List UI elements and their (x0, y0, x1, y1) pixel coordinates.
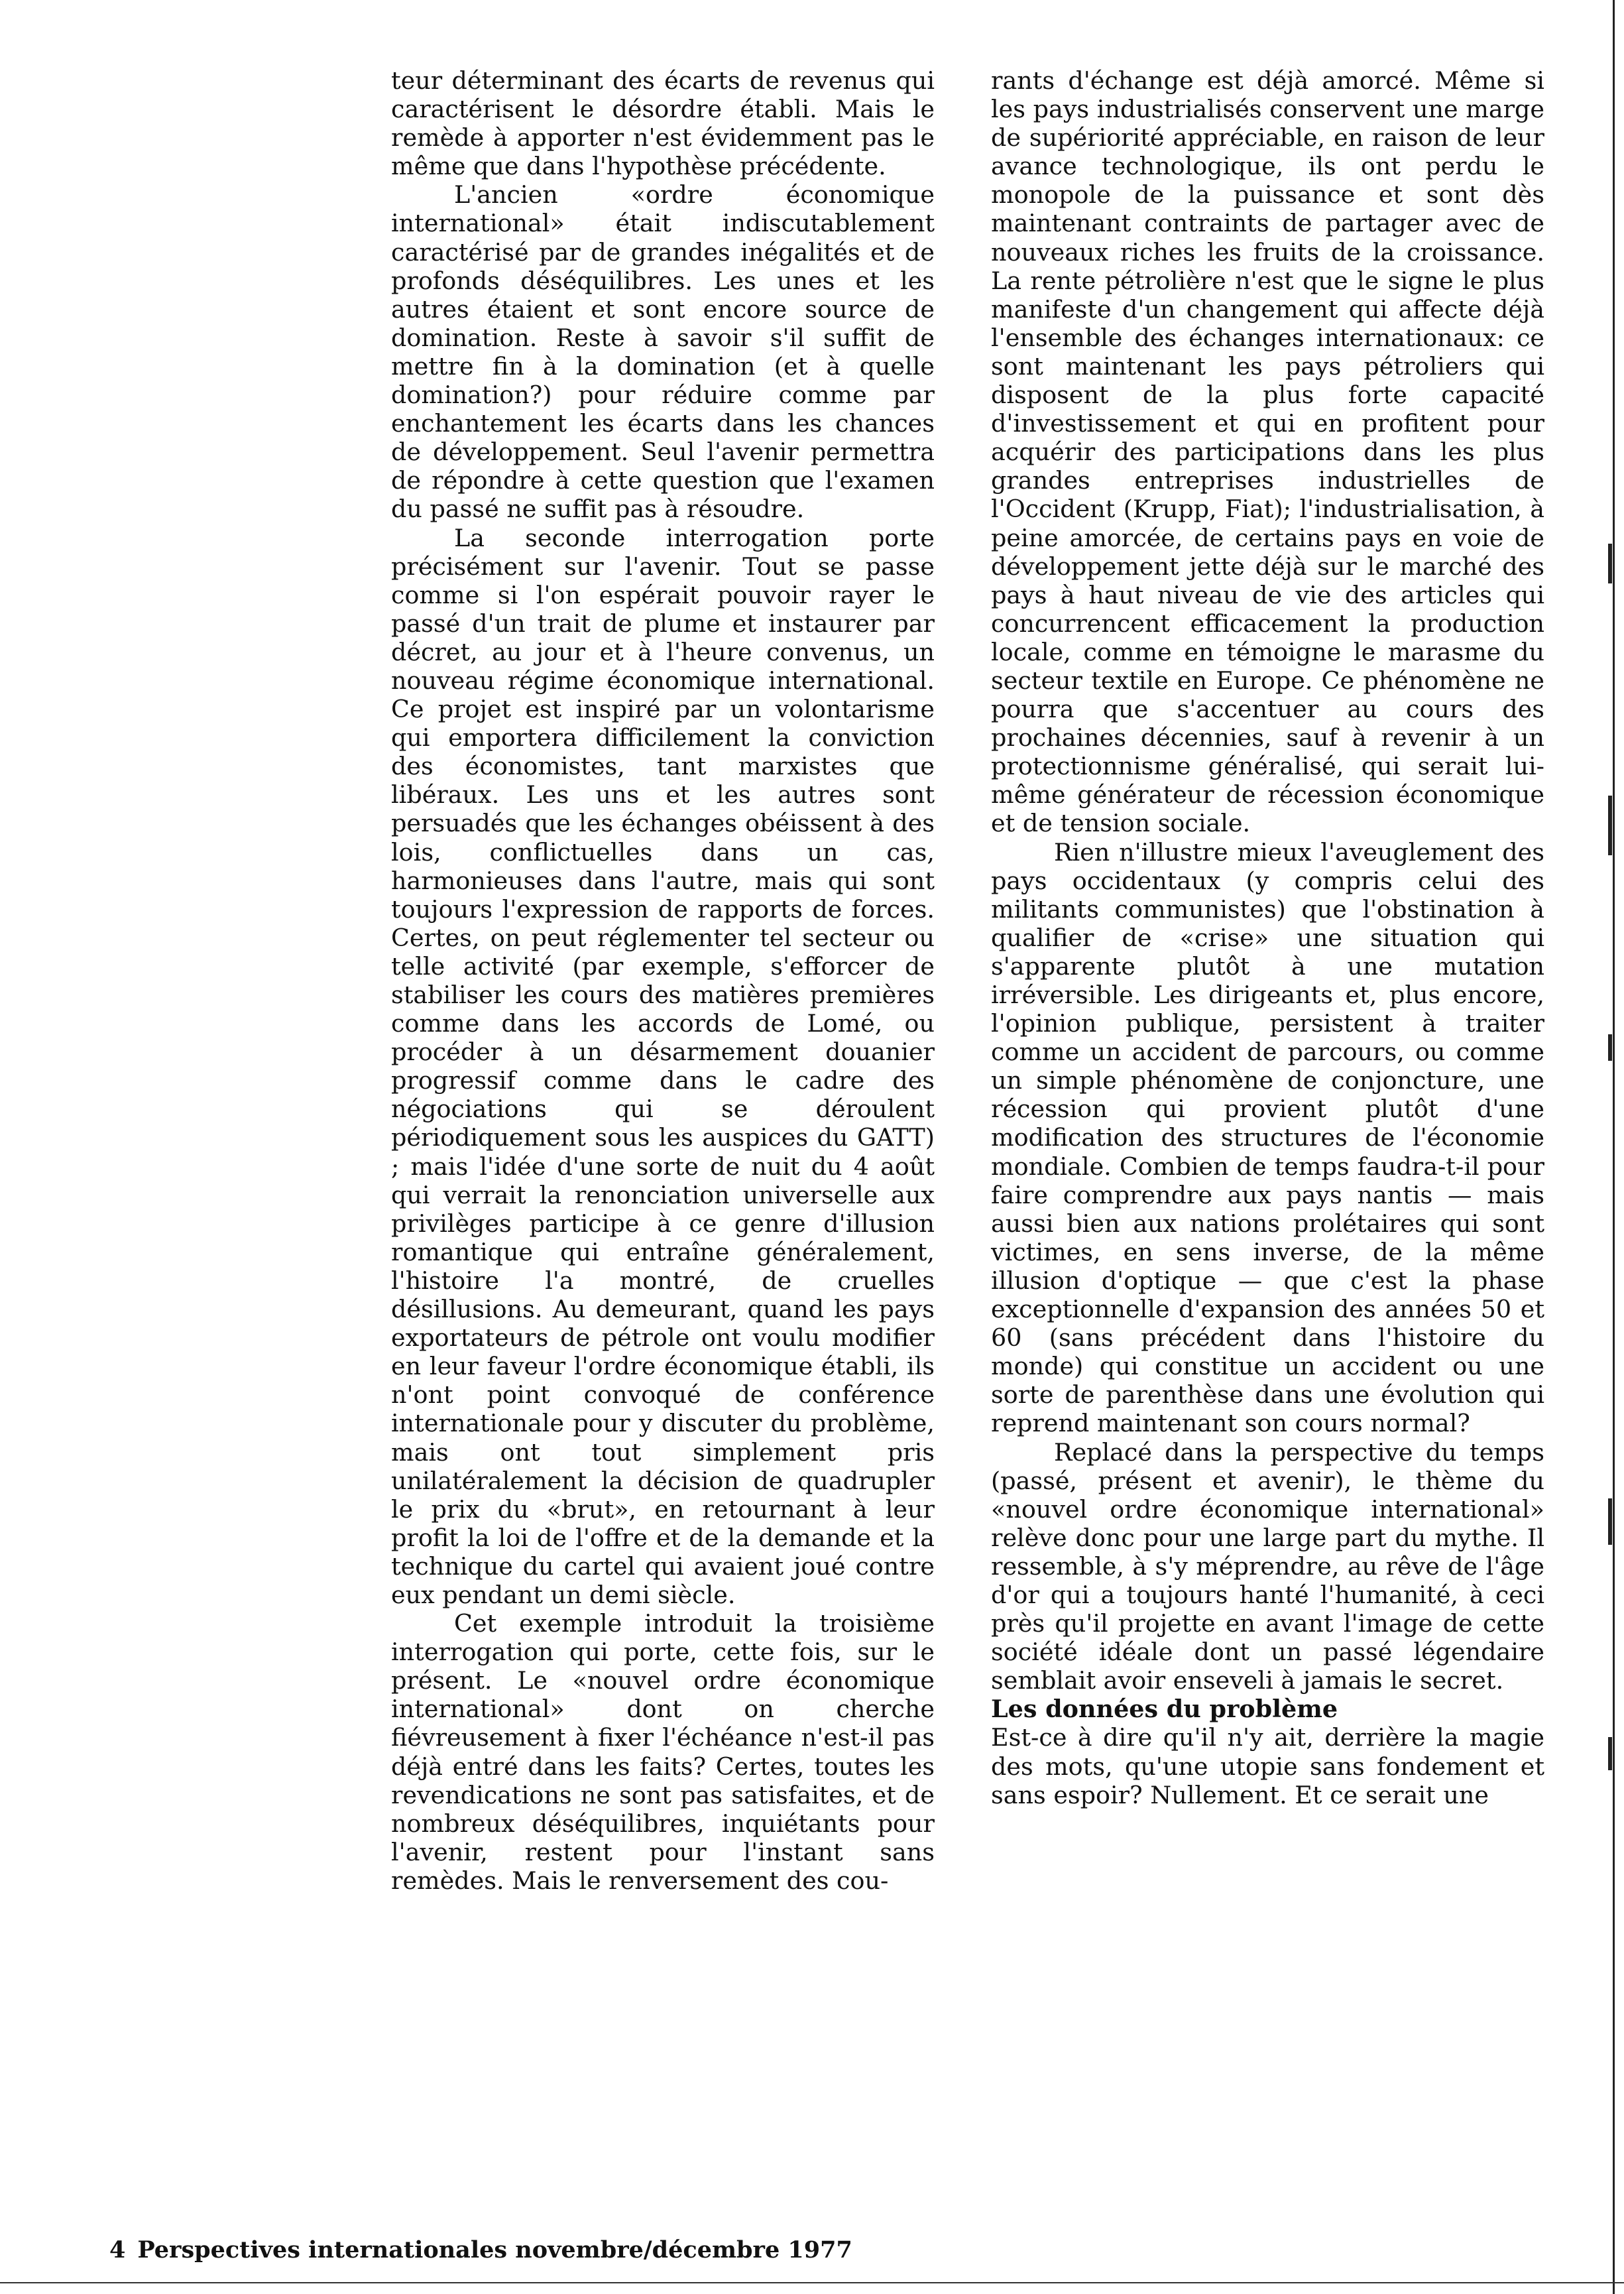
scan-edge-bottom (0, 2282, 1624, 2294)
paragraph: L'ancien «ordre économique international» était indiscutablement caractérisé par de grandes inégalités et de profonds déséquilibres. Les unes et les autres étaient et sont encore source de domination. Reste à savoir s'il suffit de mettre fin à la domination (et à quelle domination?) pour réduire comme par enchantement les écarts dans les chances de développement. Seul l'avenir permettra de répondre à cette question que l'examen du passé ne suffit pas à résoudre. (391, 180, 935, 524)
paragraph: Est-ce à dire qu'il n'y ait, derrière la magie des mots, qu'une utopie sans fondement et sans espoir? Nullement. Et ce serait une (991, 1723, 1544, 1809)
scan-edge-right (1613, 0, 1624, 2294)
paragraph: La seconde interrogation porte précisément sur l'avenir. Tout se passe comme si l'on espérait pouvoir rayer le passé d'un trait de plume et instaurer par décret, au jour et à l'heure convenus, un nouveau régime économique international. Ce projet est inspiré par un volontarisme qui emportera difficilement la conviction des économistes, tant marxistes que libéraux. Les uns et les autres sont persuadés que les échanges obéissent à des lois, conflictuelles dans un cas, harmonieuses dans l'autre, mais qui sont toujours l'expression de rapports de forces. Certes, on peut réglementer tel secteur ou telle activité (par exemple, s'efforcer de stabiliser les cours des matières premières comme dans les accords de Lomé, ou procéder à un désarmement douanier progressif comme dans le cadre des négociations qui se déroulent périodiquement sous les auspices du GATT) ; mais l'idée d'une sorte de nuit du 4 août qui verrait la renonciation universelle aux privilèges participe à ce genre d'illusion romantique qui entraîne généralement, l'histoire l'a montré, de cruelles désillusions. Au demeurant, quand les pays exportateurs de pétrole ont voulu modifier en leur faveur l'ordre économique établi, ils n'ont point convoqué de conférence internationale pour y discuter du problème, mais ont tout simplement pris unilatéralement la décision de quadrupler le prix du «brut», en retournant à leur profit la loi de l'offre et de la demande et la technique du cartel qui avaient joué contre eux pendant un demi siècle. (391, 523, 935, 1609)
scan-mark (1608, 544, 1612, 583)
scan-mark (1608, 1737, 1612, 1770)
right-column (991, 66, 1544, 1809)
scan-mark (1608, 796, 1612, 855)
page-footer (109, 2236, 852, 2264)
paragraph: Replacé dans la perspective du temps (passé, présent et avenir), le thème du «nouvel ordre économique international» relève donc pour une large part du mythe. Il ressemble, à s'y méprendre, au rêve de l'âge d'or qui a toujours hanté l'humanité, à ceci près qu'il projette en avant l'image de cette société idéale dont un passé légendaire semblait avoir enseveli à jamais le secret. (991, 1437, 1544, 1695)
paragraph: Rien n'illustre mieux l'aveuglement des pays occidentaux (y compris celui des militants communistes) que l'obstination à qualifier de «crise» une situation qui s'apparente plutôt à une mutation irréversible. Les dirigeants et, plus encore, l'opinion publique, persistent à traiter comme un accident de parcours, ou comme un simple phénomène de conjoncture, une récession qui provient plutôt d'une modification des structures de l'économie mondiale. Combien de temps faudra-t-il pour faire comprendre aux pays nantis — mais aussi bien aux nations prolétaires qui sont victimes, en sens inverse, de la même illusion d'optique — que c'est la phase exceptionnelle d'expansion des années 50 et 60 (sans précédent dans l'histoire du monde) qui constitue un accident ou une sorte de parenthèse dans une évolution qui reprend maintenant son cours normal? (991, 837, 1544, 1438)
page-number: 4 (109, 2236, 126, 2264)
section-heading: Les données du problème (991, 1695, 1338, 1724)
scan-mark (1608, 1034, 1612, 1061)
paragraph: Cet exemple introduit la troisième interrogation qui porte, cette fois, sur le présent. Le «nouvel ordre économique international» dont on cherche fiévreusement à fixer l'échéance n'est-il pas déjà entré dans les faits? Certes, toutes les revendications ne sont pas satisfaites, et de nombreux déséquilibres, inquiétants pour l'avenir, restent pour l'instant sans remèdes. Mais le renversement des cou- (391, 1609, 935, 1895)
paragraph: rants d'échange est déjà amorcé. Même si les pays industrialisés conservent une marge de supériorité appréciable, en raison de leur avance technologique, ils ont perdu le monopole de la puissance et sont dès maintenant contraints de partager avec de nouveaux riches les fruits de la croissance. La rente pétrolière n'est que le signe le plus manifeste d'un changement qui affecte déjà l'ensemble des échanges internationaux: ce sont maintenant les pays pétroliers qui disposent de la plus forte capacité d'investissement et qui en profitent pour acquérir des participations dans les plus grandes entreprises industrielles de l'Occident (Krupp, Fiat); l'industrialisation, à peine amorcée, de certains pays en voie de développement jette déjà sur le marché des pays à haut niveau de vie des articles qui concurrencent efficacement la production locale, comme en témoigne le marasme du secteur textile en Europe. Ce phénomène ne pourra que s'accentuer au cours des prochaines décennies, sauf à revenir à un protectionnisme généralisé, qui serait lui-même générateur de récession économique et de tension sociale. (991, 66, 1544, 838)
scan-mark (1608, 1498, 1612, 1545)
left-column (391, 66, 935, 1895)
publication-line: Perspectives internationales novembre/décembre 1977 (137, 2236, 852, 2264)
paragraph: teur déterminant des écarts de revenus qui caractérisent le désordre établi. Mais le remède à apporter n'est évidemment pas le même que dans l'hypothèse précédente. (391, 66, 935, 181)
